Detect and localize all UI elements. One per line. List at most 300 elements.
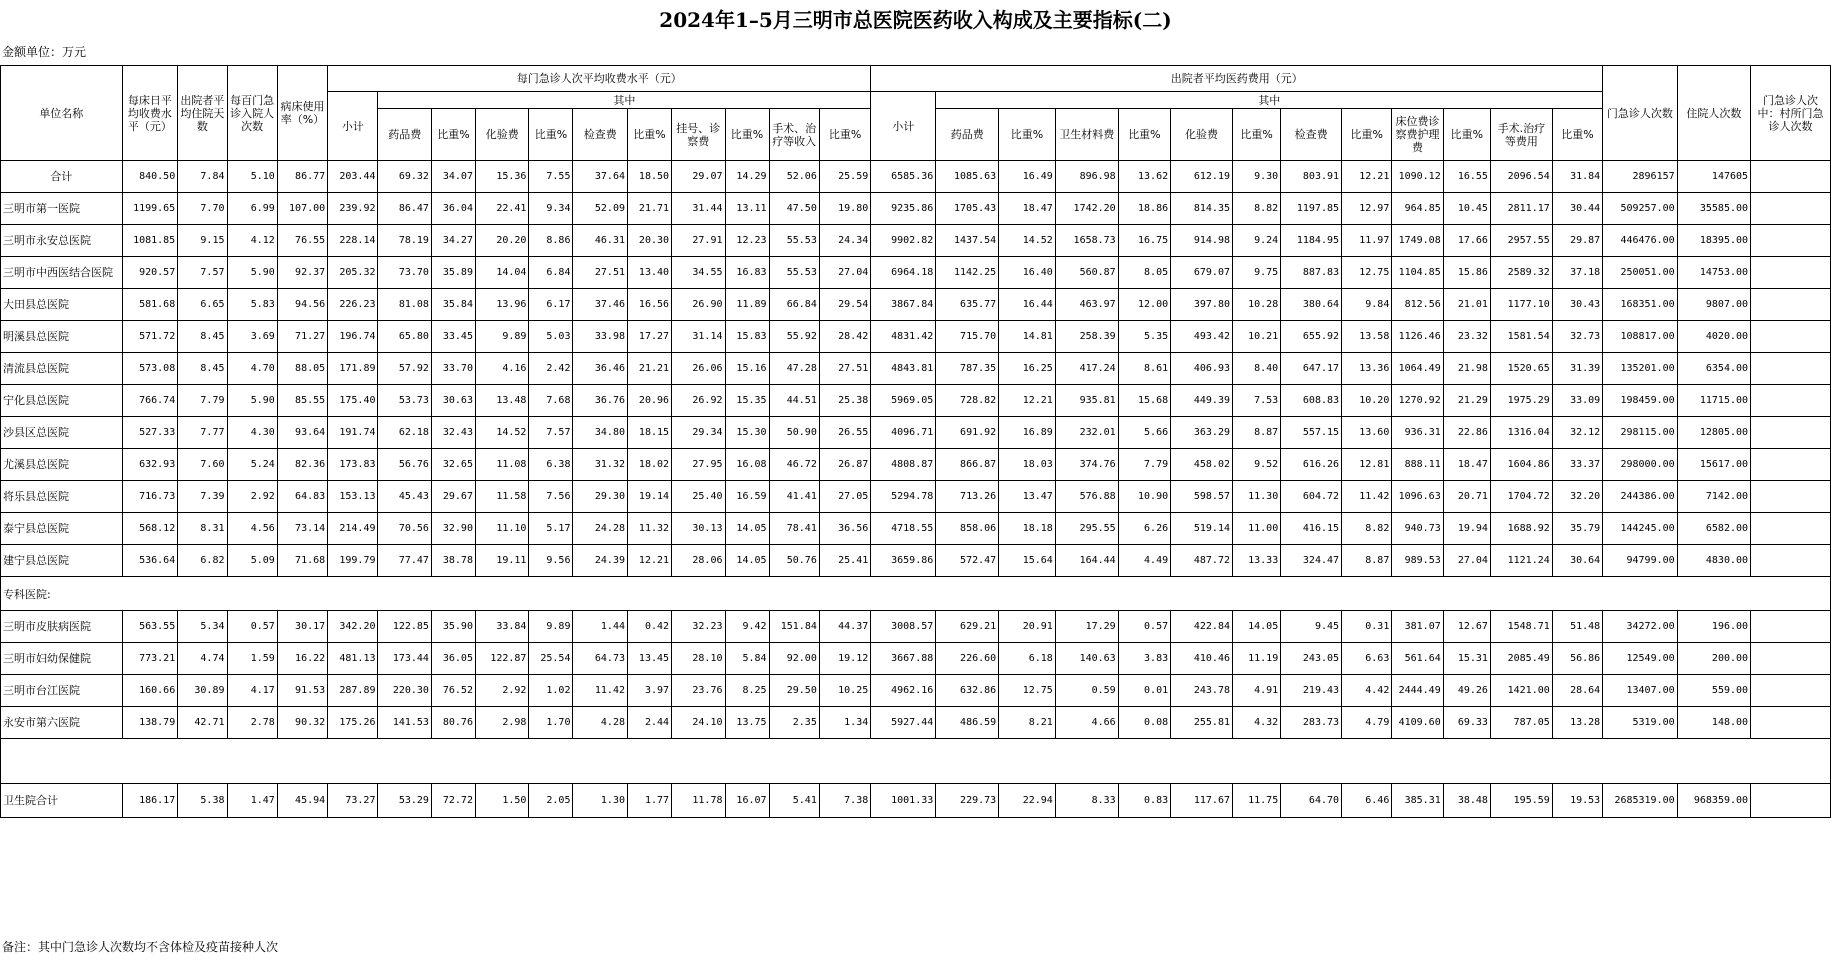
data-cell: 8.87: [1342, 545, 1392, 577]
data-cell: 30.17: [277, 611, 327, 643]
header-in-subtotal: 小计: [871, 92, 936, 161]
row-name: 三明市第一医院: [1, 193, 123, 225]
data-cell: [1751, 449, 1831, 481]
data-cell: 70.56: [378, 513, 431, 545]
data-cell: 16.59: [725, 481, 769, 513]
data-cell: 27.95: [672, 449, 725, 481]
header-in-bed-fee-ratio: 比重%: [1443, 109, 1490, 161]
header-out-lab-ratio: 比重%: [529, 109, 573, 161]
data-cell: 0.42: [628, 611, 672, 643]
data-cell: 27.91: [672, 225, 725, 257]
data-cell: 1064.49: [1392, 353, 1443, 385]
data-cell: 964.85: [1392, 193, 1443, 225]
data-cell: 20.96: [628, 385, 672, 417]
data-cell: 446476.00: [1603, 225, 1677, 257]
data-cell: 298000.00: [1603, 449, 1677, 481]
data-cell: 25.54: [529, 643, 573, 675]
data-cell: 8.25: [725, 675, 769, 707]
row-name: 永安市第六医院: [1, 707, 123, 739]
data-cell: 36.05: [431, 643, 475, 675]
data-cell: 1316.04: [1490, 417, 1552, 449]
data-cell: 15.83: [725, 321, 769, 353]
data-cell: 16.75: [1118, 225, 1170, 257]
data-cell: 200.00: [1677, 643, 1750, 675]
data-cell: 25.40: [672, 481, 725, 513]
data-cell: 8.45: [178, 353, 227, 385]
data-cell: 5.38: [178, 784, 227, 818]
data-cell: 214.49: [328, 513, 378, 545]
data-cell: 572.47: [936, 545, 999, 577]
data-cell: 15.30: [725, 417, 769, 449]
data-cell: 4.56: [227, 513, 277, 545]
data-cell: 9902.82: [871, 225, 936, 257]
data-cell: 51.48: [1552, 611, 1602, 643]
data-cell: 647.17: [1281, 353, 1342, 385]
data-cell: 47.50: [769, 193, 819, 225]
data-cell: 629.21: [936, 611, 999, 643]
data-cell: 21.01: [1443, 289, 1490, 321]
row-name: 宁化县总医院: [1, 385, 123, 417]
data-cell: 4808.87: [871, 449, 936, 481]
data-cell: 71.68: [277, 545, 327, 577]
data-cell: 28.64: [1552, 675, 1602, 707]
data-cell: 12549.00: [1603, 643, 1677, 675]
header-admission-per-100: 每百门急诊入院人次数: [227, 66, 277, 161]
data-cell: 26.92: [672, 385, 725, 417]
data-cell: 15.64: [999, 545, 1056, 577]
data-cell: 1197.85: [1281, 193, 1342, 225]
row-name: 三明市台江医院: [1, 675, 123, 707]
data-cell: 18.18: [999, 513, 1056, 545]
table-row: [1, 611, 1831, 643]
data-cell: 8.05: [1118, 257, 1170, 289]
data-cell: 989.53: [1392, 545, 1443, 577]
data-cell: 35.89: [431, 257, 475, 289]
data-cell: [1751, 545, 1831, 577]
data-cell: 20.91: [999, 611, 1056, 643]
data-cell: 92.37: [277, 257, 327, 289]
data-cell: 24.34: [819, 225, 870, 257]
data-cell: 186.17: [122, 784, 178, 818]
data-cell: 713.26: [936, 481, 999, 513]
data-cell: 896.98: [1055, 161, 1118, 193]
data-cell: 175.26: [328, 707, 378, 739]
data-cell: 8.82: [1232, 193, 1280, 225]
data-cell: 250051.00: [1603, 257, 1677, 289]
row-name: 卫生院合计: [1, 784, 123, 818]
data-cell: 107.00: [277, 193, 327, 225]
header-avg-stay-days: 出院者平均住院天数: [178, 66, 227, 161]
data-cell: 1604.86: [1490, 449, 1552, 481]
data-cell: 486.59: [936, 707, 999, 739]
data-cell: 1.59: [227, 643, 277, 675]
data-cell: 14753.00: [1677, 257, 1750, 289]
data-cell: 14.81: [999, 321, 1056, 353]
table-row: [1, 784, 1831, 818]
data-cell: 4.32: [1232, 707, 1280, 739]
data-cell: 6.99: [227, 193, 277, 225]
data-cell: 576.88: [1055, 481, 1118, 513]
data-cell: 814.35: [1171, 193, 1233, 225]
data-cell: 15.36: [475, 161, 528, 193]
data-cell: 92.00: [769, 643, 819, 675]
data-cell: 11.08: [475, 449, 528, 481]
data-cell: 32.65: [431, 449, 475, 481]
data-cell: 15617.00: [1677, 449, 1750, 481]
data-cell: 410.46: [1171, 643, 1233, 675]
data-cell: 12.23: [725, 225, 769, 257]
data-cell: 6964.18: [871, 257, 936, 289]
data-cell: 5.34: [178, 611, 227, 643]
data-cell: 205.32: [328, 257, 378, 289]
data-cell: [1751, 289, 1831, 321]
data-cell: 4.12: [227, 225, 277, 257]
data-cell: 53.29: [378, 784, 431, 818]
data-cell: 37.46: [573, 289, 628, 321]
data-cell: 32.20: [1552, 481, 1602, 513]
data-cell: 229.73: [936, 784, 999, 818]
data-cell: 6.82: [178, 545, 227, 577]
data-cell: 1104.85: [1392, 257, 1443, 289]
data-cell: 14.05: [725, 545, 769, 577]
data-cell: 30.63: [431, 385, 475, 417]
data-cell: 9.89: [529, 611, 573, 643]
data-cell: 14.04: [475, 257, 528, 289]
data-cell: 36.46: [573, 353, 628, 385]
data-cell: 24.10: [672, 707, 725, 739]
data-cell: 2.42: [529, 353, 573, 385]
data-cell: 1.30: [573, 784, 628, 818]
data-cell: 1001.33: [871, 784, 936, 818]
data-cell: 15.31: [1443, 643, 1490, 675]
data-cell: 18.02: [628, 449, 672, 481]
data-cell: 5.90: [227, 385, 277, 417]
data-cell: 363.29: [1171, 417, 1233, 449]
data-cell: 4.17: [227, 675, 277, 707]
data-cell: 15.16: [725, 353, 769, 385]
data-cell: 29.54: [819, 289, 870, 321]
data-cell: 30.13: [672, 513, 725, 545]
data-cell: 7.79: [1118, 449, 1170, 481]
header-out-drug-ratio: 比重%: [431, 109, 475, 161]
table-row: [1, 481, 1831, 513]
data-cell: 13.58: [1342, 321, 1392, 353]
row-name: 沙县区总医院: [1, 417, 123, 449]
data-cell: 16.55: [1443, 161, 1490, 193]
data-cell: 27.04: [819, 257, 870, 289]
data-cell: 19.53: [1552, 784, 1602, 818]
header-in-lab-ratio: 比重%: [1232, 109, 1280, 161]
header-in-materials-ratio: 比重%: [1118, 109, 1170, 161]
data-cell: 13.60: [1342, 417, 1392, 449]
data-cell: 31.14: [672, 321, 725, 353]
data-cell: 888.11: [1392, 449, 1443, 481]
data-cell: 4.42: [1342, 675, 1392, 707]
data-cell: 3.83: [1118, 643, 1170, 675]
data-cell: 24.28: [573, 513, 628, 545]
data-cell: 9.56: [529, 545, 573, 577]
data-cell: 226.23: [328, 289, 378, 321]
data-cell: 36.56: [819, 513, 870, 545]
table-row: [1, 193, 1831, 225]
data-cell: 42.71: [178, 707, 227, 739]
data-cell: 858.06: [936, 513, 999, 545]
table-row: [1, 707, 1831, 739]
data-cell: 968359.00: [1677, 784, 1750, 818]
data-cell: 7.77: [178, 417, 227, 449]
data-cell: 50.90: [769, 417, 819, 449]
data-cell: 90.32: [277, 707, 327, 739]
header-out-subtotal: 小计: [328, 92, 378, 161]
data-cell: 11.30: [1232, 481, 1280, 513]
data-cell: 164.44: [1055, 545, 1118, 577]
data-cell: 6.84: [529, 257, 573, 289]
data-cell: [1751, 675, 1831, 707]
row-name: 泰宁县总医院: [1, 513, 123, 545]
data-cell: 239.92: [328, 193, 378, 225]
data-cell: 519.14: [1171, 513, 1233, 545]
data-cell: 30.64: [1552, 545, 1602, 577]
header-out-lab: 化验费: [475, 109, 528, 161]
data-cell: 4096.71: [871, 417, 936, 449]
data-cell: 21.29: [1443, 385, 1490, 417]
data-cell: 22.41: [475, 193, 528, 225]
report-title: 2024年1–5月三明市总医院医药收入构成及主要指标(二): [659, 8, 1172, 32]
data-cell: 493.42: [1171, 321, 1233, 353]
data-cell: 55.92: [769, 321, 819, 353]
data-cell: 1548.71: [1490, 611, 1552, 643]
data-cell: 122.87: [475, 643, 528, 675]
data-cell: 10.90: [1118, 481, 1170, 513]
data-cell: 14.52: [999, 225, 1056, 257]
data-cell: 76.52: [431, 675, 475, 707]
data-cell: 25.41: [819, 545, 870, 577]
data-cell: 171.89: [328, 353, 378, 385]
data-cell: 10.25: [819, 675, 870, 707]
blank-row: [1, 739, 1831, 784]
data-cell: 449.39: [1171, 385, 1233, 417]
data-cell: 93.64: [277, 417, 327, 449]
data-cell: 33.45: [431, 321, 475, 353]
data-cell: 13.75: [725, 707, 769, 739]
data-cell: 1658.73: [1055, 225, 1118, 257]
data-cell: 25.59: [819, 161, 870, 193]
data-cell: 9.30: [1232, 161, 1280, 193]
data-cell: 5.10: [227, 161, 277, 193]
data-cell: 406.93: [1171, 353, 1233, 385]
data-cell: 4.91: [1232, 675, 1280, 707]
data-cell: 509257.00: [1603, 193, 1677, 225]
data-cell: 32.43: [431, 417, 475, 449]
data-cell: 199.79: [328, 545, 378, 577]
data-cell: 26.90: [672, 289, 725, 321]
data-cell: 62.18: [378, 417, 431, 449]
data-cell: 13.36: [1342, 353, 1392, 385]
data-cell: [1751, 481, 1831, 513]
data-cell: 10.45: [1443, 193, 1490, 225]
data-cell: 244386.00: [1603, 481, 1677, 513]
data-cell: 9.89: [475, 321, 528, 353]
header-in-lab: 化验费: [1171, 109, 1233, 161]
data-cell: 29.30: [573, 481, 628, 513]
data-cell: 5294.78: [871, 481, 936, 513]
data-cell: 85.55: [277, 385, 327, 417]
data-table: [0, 65, 1831, 818]
data-cell: 766.74: [122, 385, 178, 417]
data-cell: 5.35: [1118, 321, 1170, 353]
data-cell: 4020.00: [1677, 321, 1750, 353]
data-cell: 385.31: [1392, 784, 1443, 818]
data-cell: 14.05: [725, 513, 769, 545]
header-in-materials: 卫生材料费: [1055, 109, 1118, 161]
header-inpatient-visits: 住院人次数: [1677, 66, 1750, 161]
data-cell: 12.81: [1342, 449, 1392, 481]
data-cell: 295.55: [1055, 513, 1118, 545]
data-cell: 8.61: [1118, 353, 1170, 385]
header-inpatient-group: 出院者平均医药费用（元）: [871, 66, 1603, 92]
data-cell: 27.51: [819, 353, 870, 385]
data-cell: 13.33: [1232, 545, 1280, 577]
data-cell: 2.44: [628, 707, 672, 739]
data-cell: 35.79: [1552, 513, 1602, 545]
data-cell: 31.39: [1552, 353, 1602, 385]
data-cell: 536.64: [122, 545, 178, 577]
data-cell: 151.84: [769, 611, 819, 643]
data-cell: 13.48: [475, 385, 528, 417]
data-cell: 6.38: [529, 449, 573, 481]
data-cell: 13.62: [1118, 161, 1170, 193]
data-cell: 6582.00: [1677, 513, 1750, 545]
data-cell: 12.21: [628, 545, 672, 577]
data-cell: 65.80: [378, 321, 431, 353]
data-cell: 691.92: [936, 417, 999, 449]
data-cell: 9.24: [1232, 225, 1280, 257]
data-cell: 9.84: [1342, 289, 1392, 321]
data-cell: 18.03: [999, 449, 1056, 481]
data-cell: 25.38: [819, 385, 870, 417]
data-cell: 803.91: [1281, 161, 1342, 193]
data-cell: 920.57: [122, 257, 178, 289]
data-cell: 7.60: [178, 449, 227, 481]
data-cell: 12.67: [1443, 611, 1490, 643]
data-cell: 30.44: [1552, 193, 1602, 225]
data-cell: 2.05: [529, 784, 573, 818]
data-cell: 17.66: [1443, 225, 1490, 257]
data-cell: 11.42: [1342, 481, 1392, 513]
data-cell: 2685319.00: [1603, 784, 1677, 818]
data-cell: 258.39: [1055, 321, 1118, 353]
data-cell: 6.63: [1342, 643, 1392, 675]
data-cell: 11.75: [1232, 784, 1280, 818]
data-cell: 6.18: [999, 643, 1056, 675]
data-cell: 568.12: [122, 513, 178, 545]
data-cell: 417.24: [1055, 353, 1118, 385]
data-cell: 82.36: [277, 449, 327, 481]
data-cell: 2.92: [475, 675, 528, 707]
header-out-exam-ratio: 比重%: [628, 109, 672, 161]
data-cell: 716.73: [122, 481, 178, 513]
data-cell: 1.50: [475, 784, 528, 818]
data-cell: 16.07: [725, 784, 769, 818]
data-cell: 27.04: [1443, 545, 1490, 577]
data-cell: 12.00: [1118, 289, 1170, 321]
data-cell: 52.09: [573, 193, 628, 225]
data-cell: 35.90: [431, 611, 475, 643]
data-cell: 173.44: [378, 643, 431, 675]
data-cell: 198459.00: [1603, 385, 1677, 417]
data-cell: 73.27: [328, 784, 378, 818]
data-cell: 56.86: [1552, 643, 1602, 675]
data-cell: 4.16: [475, 353, 528, 385]
data-cell: 573.08: [122, 353, 178, 385]
data-cell: 5.90: [227, 257, 277, 289]
data-cell: 86.47: [378, 193, 431, 225]
data-cell: 196.74: [328, 321, 378, 353]
data-cell: 9.42: [725, 611, 769, 643]
data-cell: 21.98: [1443, 353, 1490, 385]
data-cell: 481.13: [328, 643, 378, 675]
data-cell: 147605: [1677, 161, 1750, 193]
table-row: [1, 321, 1831, 353]
footnote: 备注：其中门急诊人次数均不含体检及疫苗接种人次: [2, 940, 279, 954]
data-cell: 381.07: [1392, 611, 1443, 643]
data-cell: 117.67: [1171, 784, 1233, 818]
data-cell: 8.86: [529, 225, 573, 257]
data-cell: 11.78: [672, 784, 725, 818]
data-cell: 2957.55: [1490, 225, 1552, 257]
data-cell: 283.73: [1281, 707, 1342, 739]
data-cell: [1751, 643, 1831, 675]
data-cell: 19.11: [475, 545, 528, 577]
data-cell: 7.79: [178, 385, 227, 417]
data-cell: 1749.08: [1392, 225, 1443, 257]
data-cell: 18.15: [628, 417, 672, 449]
data-cell: 12.75: [1342, 257, 1392, 289]
data-cell: 1688.92: [1490, 513, 1552, 545]
data-cell: 18.47: [1443, 449, 1490, 481]
data-cell: 560.87: [1055, 257, 1118, 289]
data-cell: 6.17: [529, 289, 573, 321]
data-cell: 3008.57: [871, 611, 936, 643]
data-cell: 26.55: [819, 417, 870, 449]
data-cell: 29.50: [769, 675, 819, 707]
table-row: [1, 449, 1831, 481]
header-out-registration: 挂号、诊察费: [672, 109, 725, 161]
data-cell: 44.37: [819, 611, 870, 643]
header-bed-usage: 病床使用率（%）: [277, 66, 327, 161]
data-cell: 37.64: [573, 161, 628, 193]
data-cell: 31.32: [573, 449, 628, 481]
data-cell: 9235.86: [871, 193, 936, 225]
data-cell: 13.45: [628, 643, 672, 675]
data-cell: 232.01: [1055, 417, 1118, 449]
data-cell: 34.80: [573, 417, 628, 449]
data-cell: 18395.00: [1677, 225, 1750, 257]
data-cell: 397.80: [1171, 289, 1233, 321]
header-in-surgery: 手术.治疗等费用: [1490, 109, 1552, 161]
row-name: 三明市中西医结合医院: [1, 257, 123, 289]
data-cell: 1.44: [573, 611, 628, 643]
header-village-visits: 门急诊人次中：村所门急诊人次数: [1751, 66, 1831, 161]
data-cell: 47.28: [769, 353, 819, 385]
data-cell: 30.89: [178, 675, 227, 707]
data-cell: 0.31: [1342, 611, 1392, 643]
data-cell: 612.19: [1171, 161, 1233, 193]
data-cell: 28.10: [672, 643, 725, 675]
data-cell: 219.43: [1281, 675, 1342, 707]
header-out-of-which: 其中: [378, 92, 871, 109]
data-cell: 3667.88: [871, 643, 936, 675]
